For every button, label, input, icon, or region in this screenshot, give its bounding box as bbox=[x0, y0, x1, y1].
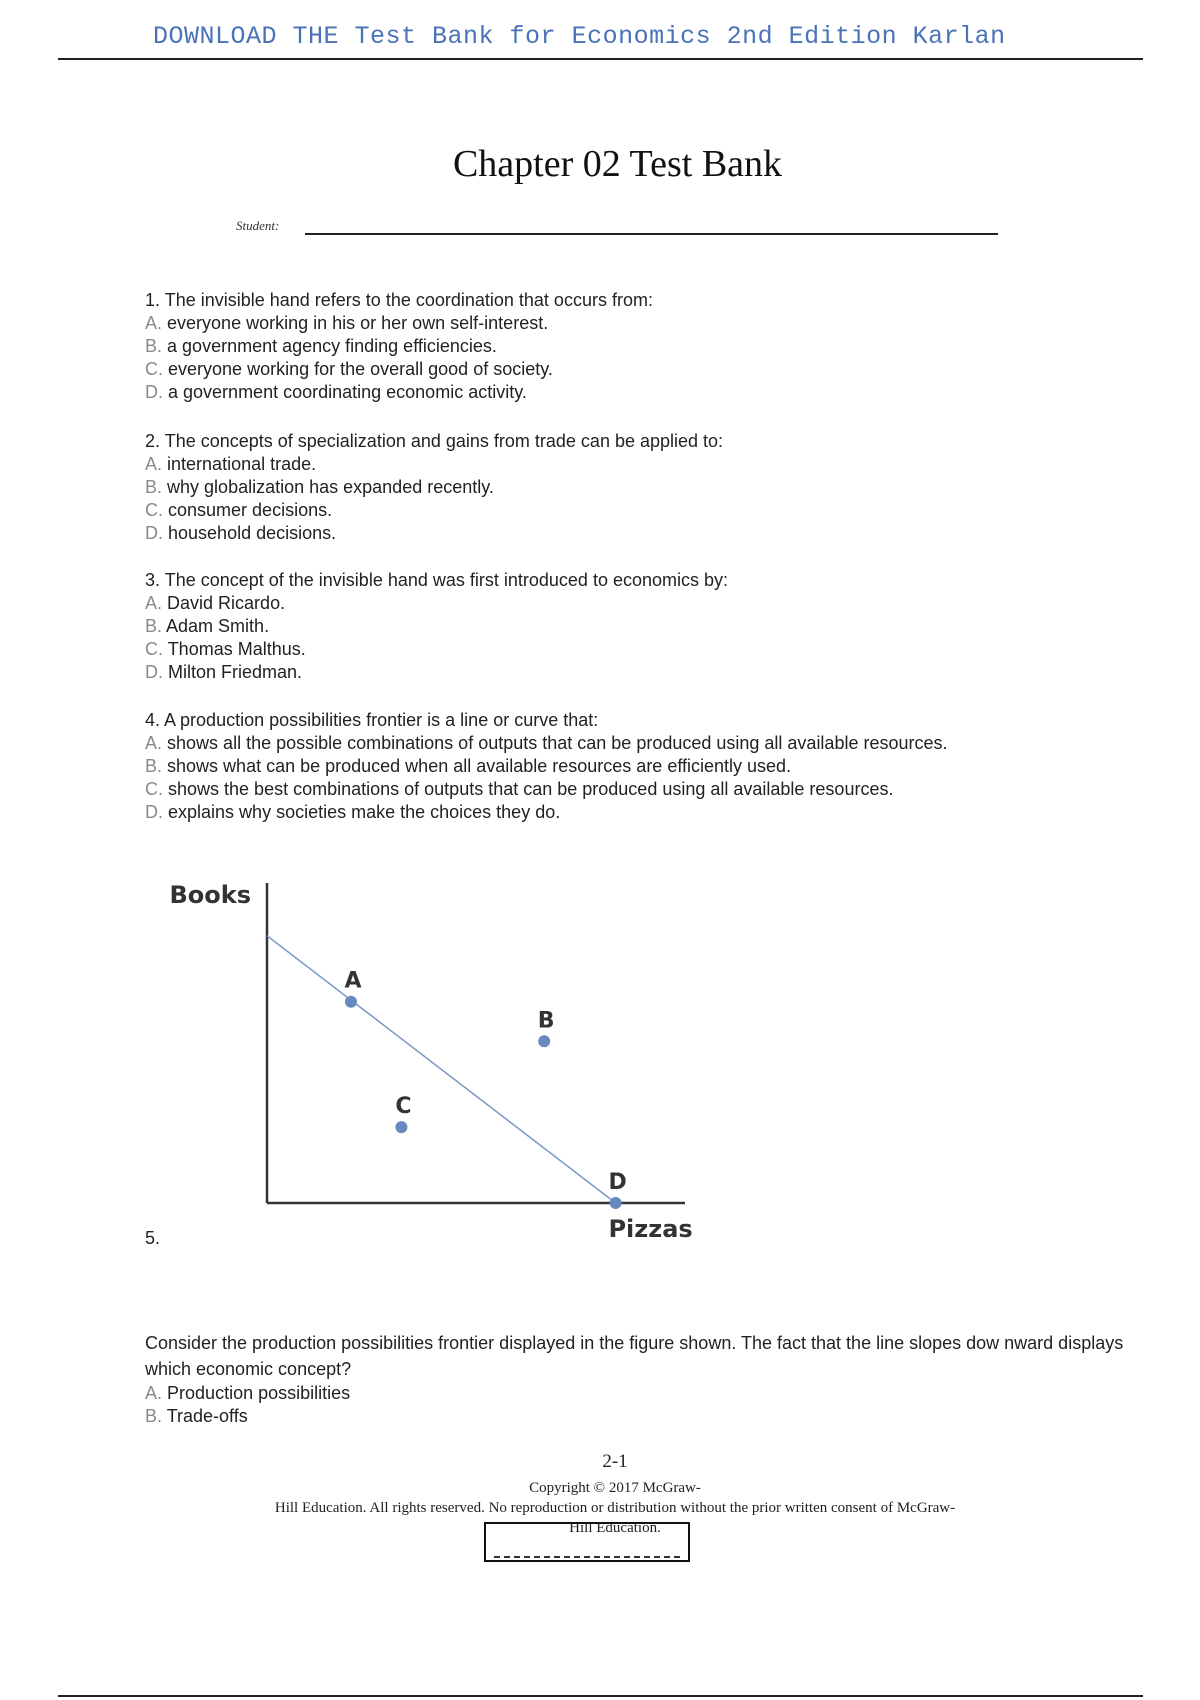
option-c: C. Thomas Malthus. bbox=[145, 639, 306, 659]
question-stem: Consider the production possibilities frontier displayed in the figure shown. The fact that the line slopes dow nward displays which economic concept? bbox=[145, 1333, 1124, 1379]
option-c: C. shows the best combinations of outputs that can be produced using all available resources. bbox=[145, 779, 894, 799]
option-d: D. household decisions. bbox=[145, 523, 337, 543]
question-4 bbox=[145, 709, 1135, 824]
page-number: 2-1 bbox=[602, 1451, 628, 1472]
option-b: B. shows what can be produced when all available resources are efficiently used. bbox=[145, 756, 792, 776]
header-banner bbox=[58, 18, 1143, 60]
option-d: D. a government coordinating economic activity. bbox=[145, 382, 527, 402]
point-label-d: D bbox=[608, 1170, 627, 1195]
question-stem: 2. The concepts of specialization and gains from trade can be applied to: bbox=[145, 431, 724, 451]
option-a: A. Production possibilities bbox=[145, 1383, 351, 1403]
point-label-a: A bbox=[344, 968, 362, 994]
point-a bbox=[345, 996, 357, 1008]
option-c: C. consumer decisions. bbox=[145, 500, 333, 520]
point-b bbox=[538, 1035, 550, 1047]
ppf-chart bbox=[160, 870, 720, 1260]
option-c: C. everyone working for the overall good of society. bbox=[145, 359, 553, 379]
page-title: Chapter 02 Test Bank bbox=[452, 143, 783, 185]
download-link[interactable]: DOWNLOAD THE Test Bank for Economics 2nd Edition Karlan bbox=[153, 22, 1006, 51]
copyright-line: Hill Education. All rights reserved. No reproduction or distribution without the prior written consent of McGraw- bbox=[274, 1500, 956, 1516]
option-a: A. shows all the possible combinations of outputs that can be produced using all available resources. bbox=[145, 733, 948, 753]
question-1 bbox=[145, 289, 1135, 404]
student-label: Student: bbox=[236, 218, 280, 233]
copyright-line: Copyright © 2017 McGraw- bbox=[529, 1480, 701, 1496]
option-b: B. why globalization has expanded recently. bbox=[145, 477, 494, 497]
point-c bbox=[395, 1121, 407, 1133]
stamp-box bbox=[484, 1522, 690, 1562]
ppf-line bbox=[267, 936, 616, 1203]
student-name-line bbox=[305, 233, 998, 235]
point-d bbox=[610, 1197, 622, 1209]
stamp-dotted-line bbox=[494, 1556, 680, 1558]
option-b: B. Adam Smith. bbox=[145, 616, 270, 636]
question-2 bbox=[145, 430, 1135, 545]
option-a: A. everyone working in his or her own self-interest. bbox=[145, 313, 549, 333]
bottom-rule bbox=[58, 1695, 1143, 1697]
point-label-c: C bbox=[395, 1094, 412, 1120]
x-axis-label: Pizzas bbox=[608, 1215, 693, 1243]
question-stem: 3. The concept of the invisible hand was first introduced to economics by: bbox=[145, 570, 729, 590]
option-b: B. Trade-offs bbox=[145, 1406, 248, 1426]
question-stem: 1. The invisible hand refers to the coordination that occurs from: bbox=[145, 290, 653, 310]
question-3 bbox=[145, 569, 1135, 684]
copyright-line: Hill Education. bbox=[569, 1520, 661, 1536]
option-d: D. explains why societies make the choices they do. bbox=[145, 802, 561, 822]
option-b: B. a government agency finding efficiencies. bbox=[145, 336, 497, 356]
y-axis-label: Books bbox=[169, 881, 251, 909]
option-a: A. David Ricardo. bbox=[145, 593, 286, 613]
question-5 bbox=[145, 1330, 1140, 1428]
question-5-number: 5. bbox=[145, 1228, 161, 1248]
option-d: D. Milton Friedman. bbox=[145, 662, 303, 682]
question-stem: 4. A production possibilities frontier is a line or curve that: bbox=[145, 710, 599, 730]
option-a: A. international trade. bbox=[145, 454, 317, 474]
point-label-b: B bbox=[537, 1008, 555, 1034]
